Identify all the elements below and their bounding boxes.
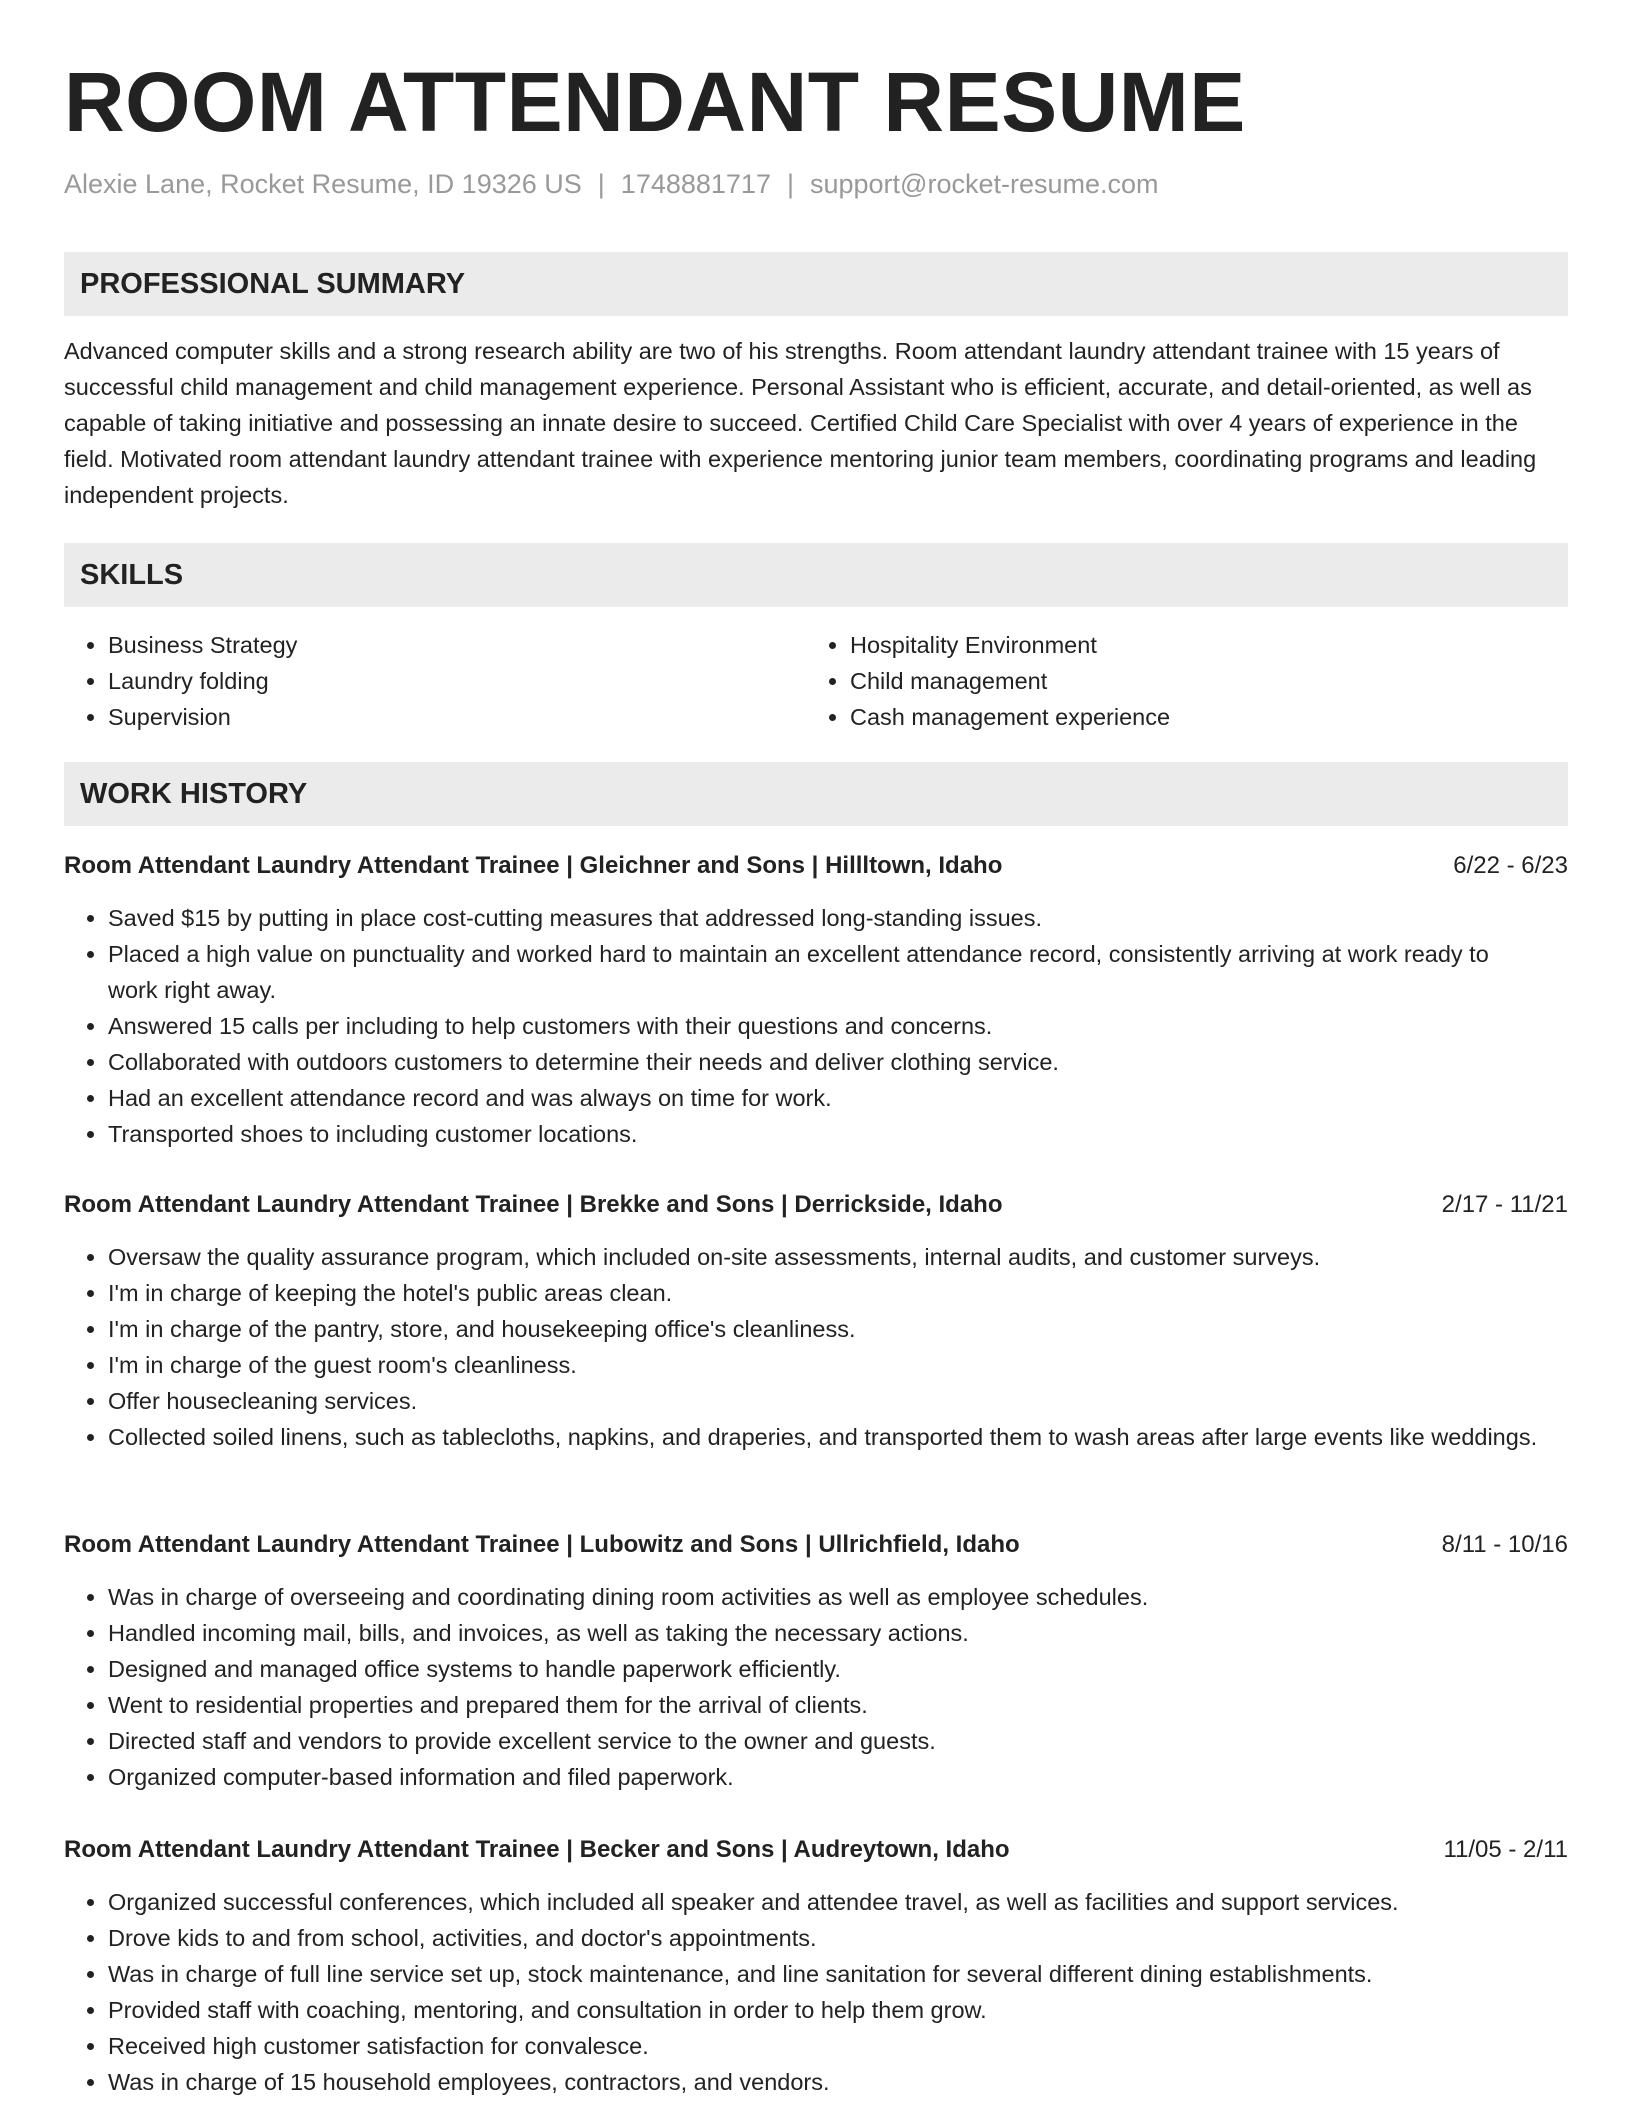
job-entry (64, 1527, 1568, 1795)
work-history-section-header (64, 762, 1568, 826)
job-bullet: • Transported shoes to including customer locations. (108, 1116, 1538, 1152)
job-bullet: • Handled incoming mail, bills, and invoices, as well as taking the necessary actions. (108, 1615, 1538, 1651)
work-history-heading: WORK HISTORY (80, 778, 308, 810)
job-title: Room Attendant Laundry Attendant Trainee | Brekke and Sons | Derrickside, Idaho (64, 1191, 1003, 1218)
job-bullet: • Directed staff and vendors to provide excellent service to the owner and guests. (108, 1723, 1538, 1759)
job-bullet: • Went to residential properties and prepared them for the arrival of clients. (108, 1687, 1538, 1723)
skill-item: • Laundry folding (108, 663, 297, 699)
job-bullet: • Drove kids to and from school, activities, and doctor's appointments. (108, 1920, 1538, 1956)
job-bullets (64, 1884, 1538, 2100)
job-dates: 8/11 - 10/16 (1441, 1531, 1568, 1558)
job-bullet: • Organized computer-based information and filed paperwork. (108, 1759, 1538, 1795)
summary-heading: PROFESSIONAL SUMMARY (80, 268, 466, 300)
job-header (64, 1832, 1568, 1868)
contact-address: Alexie Lane, Rocket Resume, ID 19326 US (64, 169, 582, 199)
skill-item: • Child management (850, 663, 1170, 699)
job-bullet: • Saved $15 by putting in place cost-cutting measures that addressed long-standing issues. (108, 900, 1538, 936)
summary-text: Advanced computer skills and a strong research ability are two of his strengths. Room attendant laundry attendant trainee with 15 years of successful child management and child management experience. Personal Assistant who is efficient, accurate, and detail-oriented, as well as capable of taking initiative and possessing an innate desire to succeed. Certified Child Care Specialist with over 4 years of experience in the field. Motivated room attendant laundry attendant trainee with experience mentoring junior team members, coordinating programs and leading independent projects. (64, 338, 1537, 508)
job-bullet: • Collaborated with outdoors customers to determine their needs and deliver clothing service. (108, 1044, 1538, 1080)
job-bullet: • Answered 15 calls per including to help customers with their questions and concerns. (108, 1008, 1538, 1044)
job-bullet: • Received high customer satisfaction for convalesce. (108, 2028, 1538, 2064)
job-bullets (64, 1579, 1538, 1795)
job-title: Room Attendant Laundry Attendant Trainee | Lubowitz and Sons | Ullrichfield, Idaho (64, 1531, 1020, 1558)
contact-separator: | (597, 169, 605, 199)
job-bullet: • Was in charge of 15 household employees, contractors, and vendors. (108, 2064, 1538, 2100)
job-dates: 6/22 - 6/23 (1453, 852, 1568, 879)
job-bullet: • I'm in charge of keeping the hotel's public areas clean. (108, 1275, 1538, 1311)
contact-phone: 1748881717 (620, 169, 771, 199)
job-bullet: • Offer housecleaning services. (108, 1383, 1538, 1419)
job-title: Room Attendant Laundry Attendant Trainee | Becker and Sons | Audreytown, Idaho (64, 1836, 1010, 1863)
job-bullets (64, 1239, 1538, 1455)
job-title: Room Attendant Laundry Attendant Trainee | Gleichner and Sons | Hillltown, Idaho (64, 852, 1003, 879)
job-bullet: • I'm in charge of the pantry, store, and housekeeping office's cleanliness. (108, 1311, 1538, 1347)
skill-item: • Hospitality Environment (850, 627, 1170, 663)
job-header (64, 1527, 1568, 1563)
skills-column-2 (806, 627, 1170, 735)
summary-section-header (64, 252, 1568, 316)
job-bullet: • I'm in charge of the guest room's cleanliness. (108, 1347, 1538, 1383)
job-header (64, 848, 1568, 884)
skills-column-1 (64, 627, 297, 735)
job-bullet: • Was in charge of full line service set up, stock maintenance, and line sanitation for several different dining establishments. (108, 1956, 1538, 1992)
job-bullets (64, 900, 1538, 1152)
skills-section-header (64, 543, 1568, 607)
job-bullet: • Had an excellent attendance record and was always on time for work. (108, 1080, 1538, 1116)
job-bullet: • Was in charge of overseeing and coordinating dining room activities as well as employee schedules. (108, 1579, 1538, 1615)
job-entry (64, 1187, 1568, 1455)
resume-title: ROOM ATTENDANT RESUME (64, 55, 1246, 149)
job-bullet: • Provided staff with coaching, mentoring, and consultation in order to help them grow. (108, 1992, 1538, 2028)
job-bullet: • Designed and managed office systems to handle paperwork efficiently. (108, 1651, 1538, 1687)
skills-heading: SKILLS (80, 559, 184, 591)
job-dates: 11/05 - 2/11 (1443, 1836, 1568, 1863)
contact-separator: | (786, 169, 794, 199)
job-header (64, 1187, 1568, 1223)
skill-item: • Business Strategy (108, 627, 297, 663)
job-bullet: • Collected soiled linens, such as tablecloths, napkins, and draperies, and transported them to wash areas after large events like weddings. (108, 1419, 1538, 1455)
job-entry (64, 848, 1568, 1152)
contact-line (64, 166, 1159, 202)
skill-item: • Cash management experience (850, 699, 1170, 735)
job-bullet: • Placed a high value on punctuality and worked hard to maintain an excellent attendance record, consistently arriving at work ready to work right away. (108, 936, 1538, 1008)
job-dates: 2/17 - 11/21 (1441, 1191, 1568, 1218)
job-entry (64, 1832, 1568, 2100)
job-bullet: • Organized successful conferences, which included all speaker and attendee travel, as well as facilities and support services. (108, 1884, 1538, 1920)
contact-email[interactable]: support@rocket-resume.com (809, 169, 1159, 199)
job-bullet: • Oversaw the quality assurance program, which included on-site assessments, internal audits, and customer surveys. (108, 1239, 1538, 1275)
skill-item: • Supervision (108, 699, 297, 735)
